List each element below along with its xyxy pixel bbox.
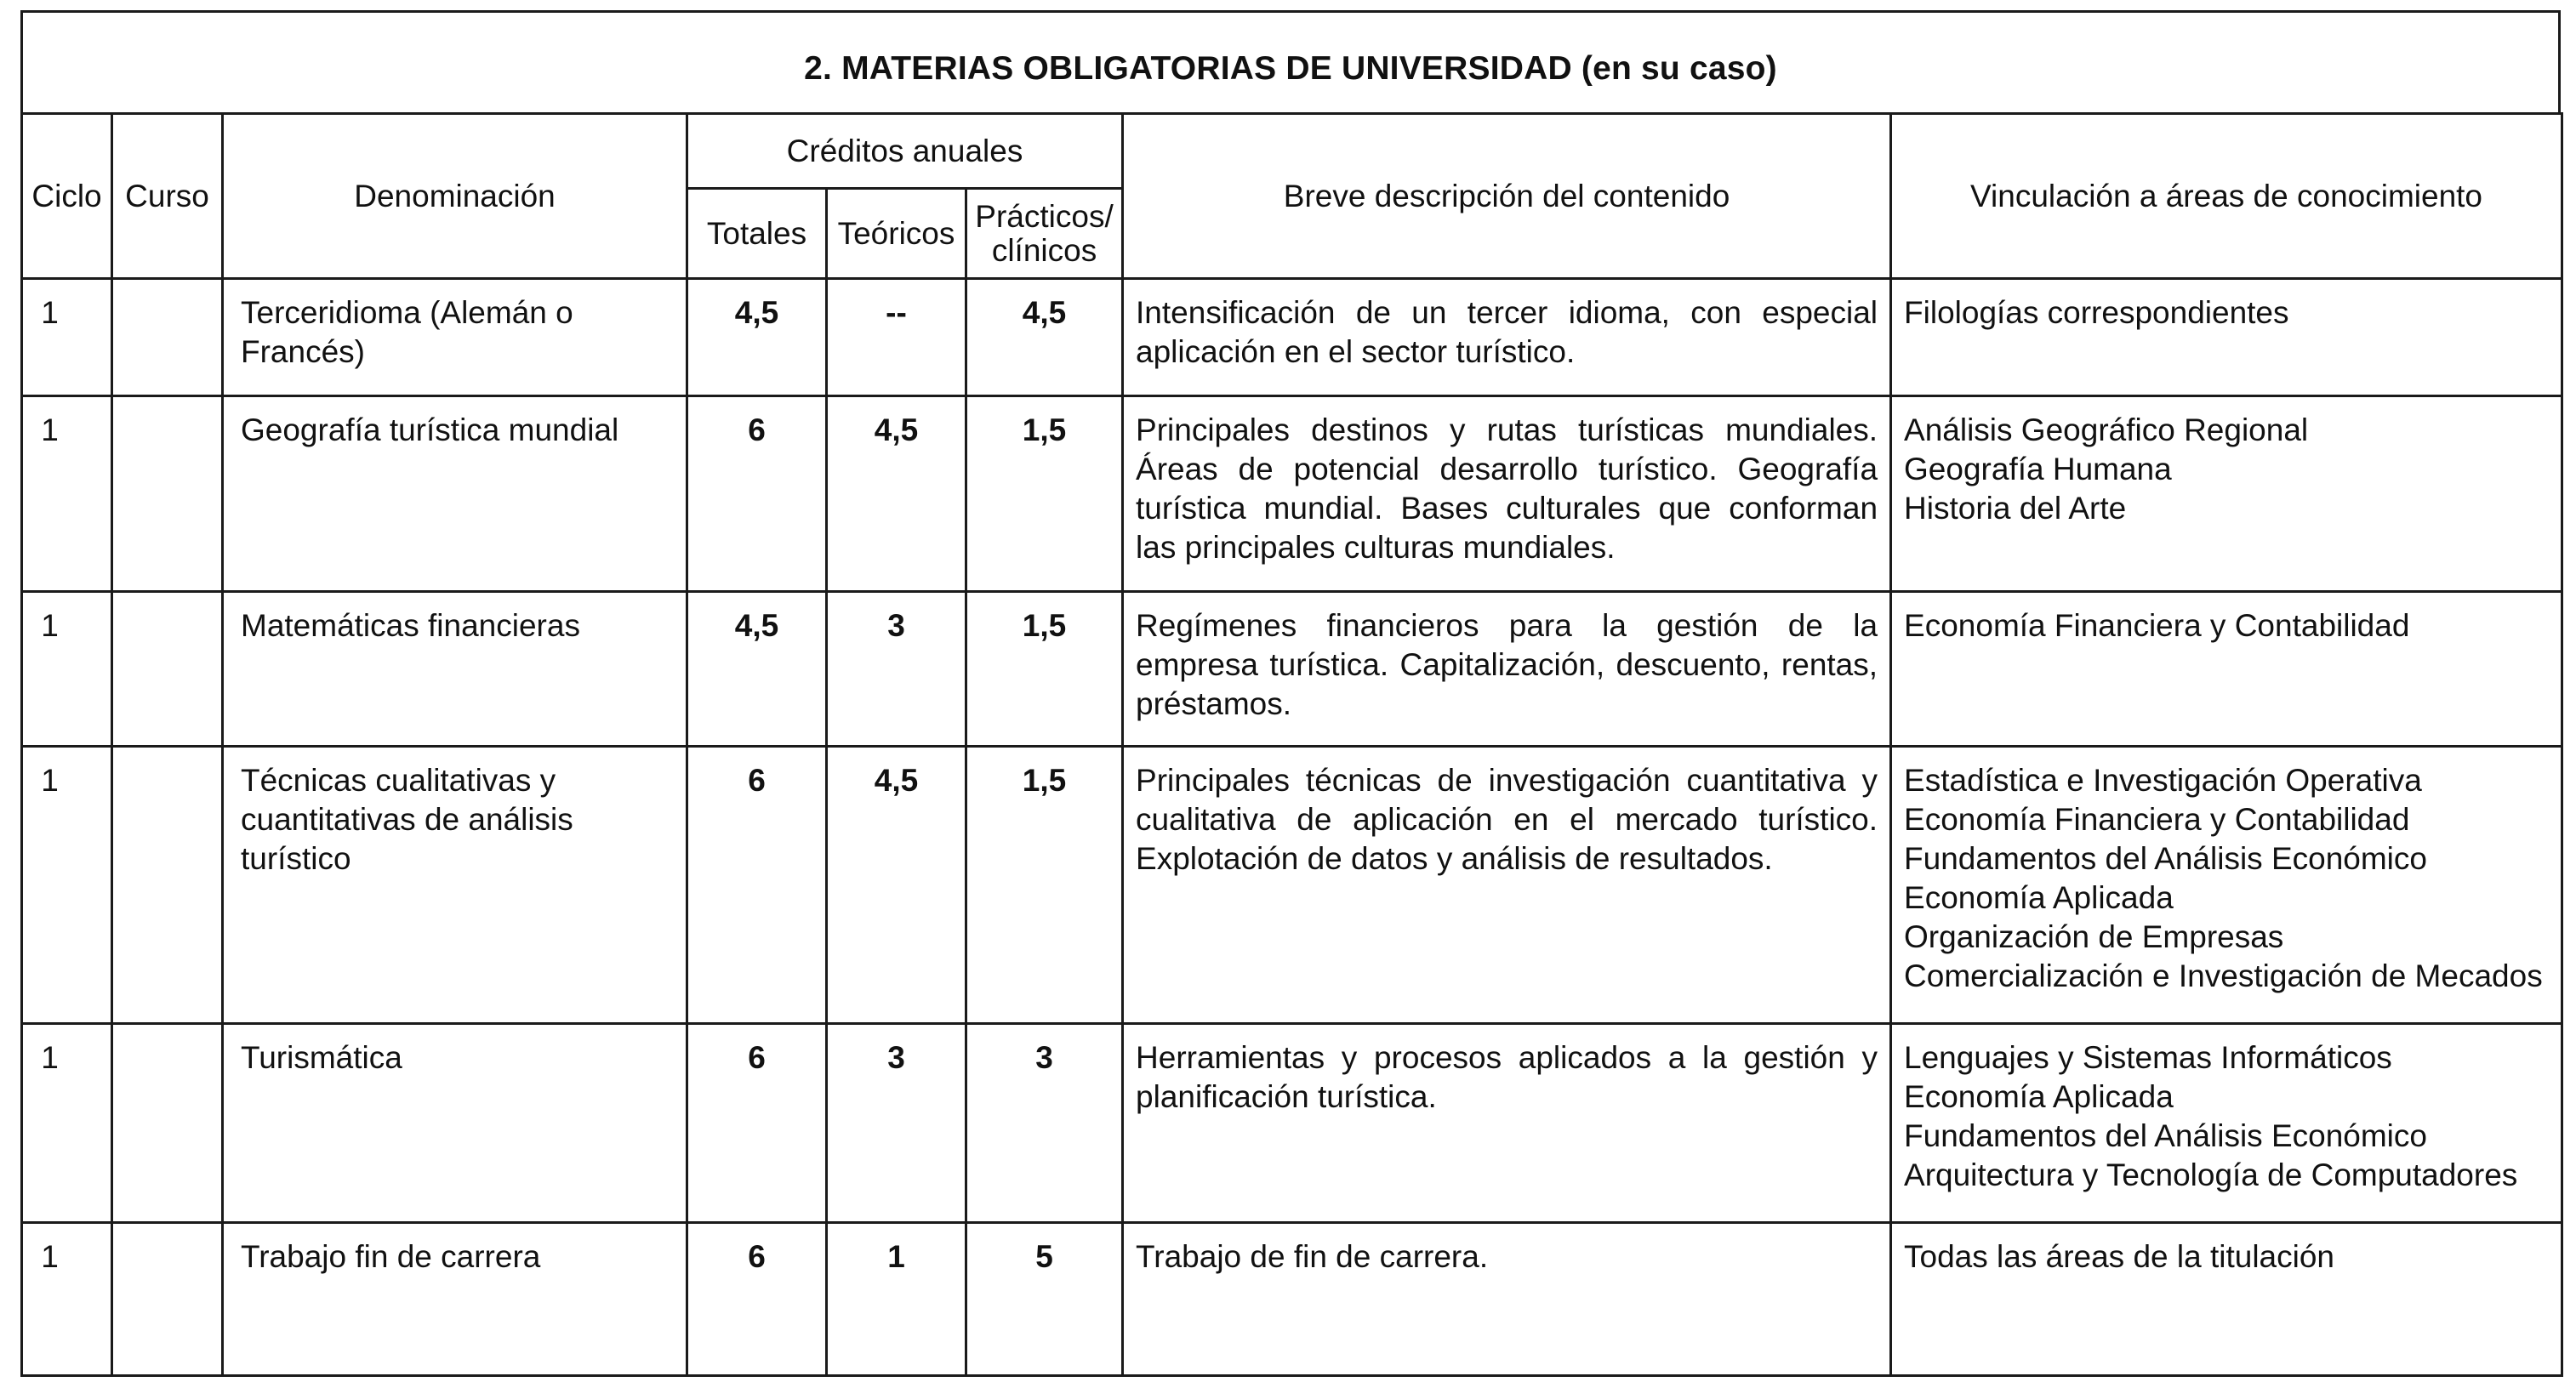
area-item: Análisis Geográfico Regional [1904,412,2309,447]
table-row [22,1024,2562,1223]
denominacion-value: Terceridioma (Alemán o Francés) [241,295,573,369]
descripcion-value: Principales destinos y rutas turísticas mundiales. Áreas de potencial desarrollo turístico. Geografía turística mundial. Bases culturales que conforman las principales culturas mundiales. [1136,412,1878,565]
header-curso: Curso [112,114,223,279]
header-totales: Totales [687,189,827,279]
ciclo-value: 1 [41,412,59,447]
area-item: Lenguajes y Sistemas Informáticos [1904,1040,2392,1075]
header-ciclo: Ciclo [22,114,112,279]
header-teoricos: Teóricos [827,189,966,279]
table-row [22,1223,2562,1376]
curso-value [113,1025,221,1038]
practicos-value: 3 [1035,1040,1053,1075]
areas-list [1892,748,2561,996]
teoricos-value: 4,5 [874,412,919,447]
practicos-value: 1,5 [1022,608,1067,643]
totales-value: 6 [748,412,766,447]
descripcion-value: Regímenes financieros para la gestión de la empresa turística. Capitalización, descuento, rentas, préstamos. [1136,608,1878,721]
area-item: Comercialización e Investigación de Mecados [1904,958,2543,993]
teoricos-value: 4,5 [874,763,919,798]
area-item: Fundamentos del Análisis Económico [1904,841,2427,876]
ciclo-value: 1 [41,608,59,643]
area-item: Fundamentos del Análisis Económico [1904,1118,2427,1153]
area-item: Organización de Empresas [1904,919,2284,954]
ciclo-value: 1 [41,1239,59,1274]
area-item: Historia del Arte [1904,491,2127,526]
totales-value: 6 [748,1239,766,1274]
practicos-value: 1,5 [1022,763,1067,798]
subjects-table [20,112,2563,1377]
teoricos-value: 3 [887,608,905,643]
denominacion-value: Técnicas cualitativas y cuantitativas de análisis turístico [241,763,573,876]
area-item: Arquitectura y Tecnología de Computadores [1904,1157,2518,1192]
area-item: Estadística e Investigación Operativa [1904,763,2422,798]
descripcion-value: Herramientas y procesos aplicados a la gestión y planificación turística. [1136,1040,1878,1114]
areas-list [1892,1025,2561,1195]
totales-value: 4,5 [734,295,779,330]
area-item: Economía Aplicada [1904,880,2174,915]
area-item: Filologías correspondientes [1904,295,2289,330]
table-row [22,279,2562,396]
denominacion-value: Trabajo fin de carrera [241,1239,541,1274]
page-title: 2. MATERIAS OBLIGATORIAS DE UNIVERSIDAD (en su caso) [804,50,1777,87]
descripcion-value: Principales técnicas de investigación cuantitativa y cualitativa de aplicación en el mercado turístico. Explotación de datos y análisis de resultados. [1136,763,1878,876]
ciclo-value: 1 [41,763,59,798]
area-item: Geografía Humana [1904,452,2172,486]
teoricos-value: -- [886,295,907,330]
practicos-value: 4,5 [1022,295,1067,330]
ciclo-value: 1 [41,1040,59,1075]
area-item: Economía Financiera y Contabilidad [1904,802,2410,837]
descripcion-value: Intensificación de un tercer idioma, con especial aplicación en el sector turístico. [1136,295,1878,369]
areas-list [1892,397,2561,528]
header-creditos: Créditos anuales [687,114,1123,189]
ciclo-value: 1 [41,295,59,330]
table-row [22,396,2562,592]
area-item: Economía Financiera y Contabilidad [1904,608,2410,643]
totales-value: 6 [748,763,766,798]
teoricos-value: 1 [887,1239,905,1274]
curso-value [113,280,221,293]
totales-value: 4,5 [734,608,779,643]
practicos-value: 5 [1035,1239,1053,1274]
practicos-value: 1,5 [1022,412,1067,447]
curso-value [113,593,221,606]
table-row [22,747,2562,1024]
curso-value [113,748,221,761]
header-denominacion: Denominación [223,114,687,279]
teoricos-value: 3 [887,1040,905,1075]
curso-value [113,1224,221,1237]
areas-list [1892,593,2561,646]
header-practicos: Prácticos/ clínicos [966,189,1123,279]
table-row [22,592,2562,747]
descripcion-value: Trabajo de fin de carrera. [1136,1239,1489,1274]
curso-value [113,397,221,411]
denominacion-value: Matemáticas financieras [241,608,580,643]
area-item: Economía Aplicada [1904,1079,2174,1114]
denominacion-value: Geografía turística mundial [241,412,619,447]
totales-value: 6 [748,1040,766,1075]
title-box [20,10,2561,114]
areas-list [1892,1224,2561,1277]
areas-list [1892,280,2561,333]
header-descripcion: Breve descripción del contenido [1123,114,1891,279]
header-vinculacion: Vinculación a áreas de conocimiento [1891,114,2562,279]
area-item: Todas las áreas de la titulación [1904,1239,2334,1274]
denominacion-value: Turismática [241,1040,402,1075]
